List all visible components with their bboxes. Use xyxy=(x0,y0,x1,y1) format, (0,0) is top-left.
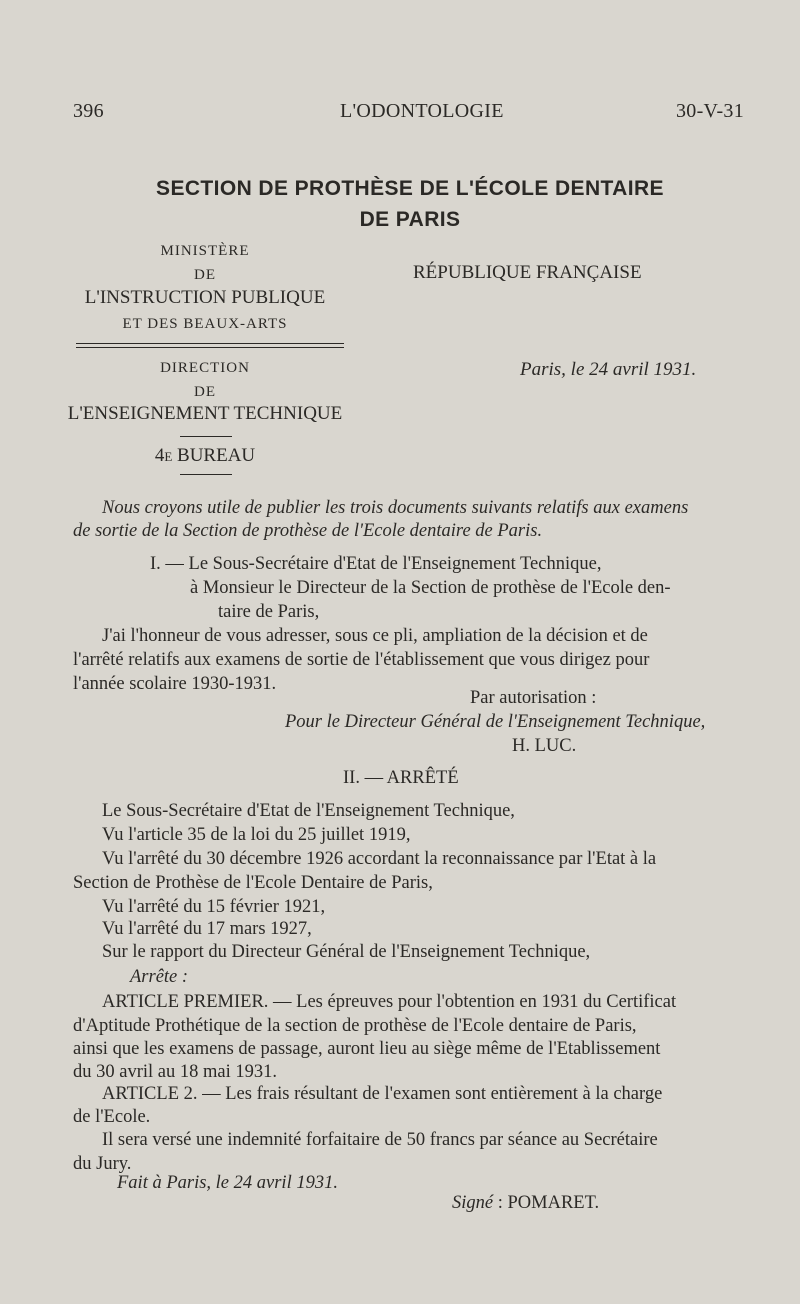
letter-line1: I. — Le Sous-Secrétaire d'Etat de l'Enseignement Technique, xyxy=(150,554,602,574)
article1-line1 xyxy=(102,990,676,1014)
article1-label: ARTICLE PREMIER. xyxy=(102,992,269,1012)
letter-body3: l'année scolaire 1930-1931. xyxy=(73,674,277,694)
article1-line2: d'Aptitude Prothétique de la section de prothèse de l'Ecole dentaire de Paris, xyxy=(73,1016,637,1036)
arrete-word: Arrête : xyxy=(130,967,189,987)
ministry-line2: DE xyxy=(194,267,216,283)
letter-body1: J'ai l'honneur de vous adresser, sous ce pli, ampliation de la décision et de xyxy=(102,626,648,646)
article2-line1 xyxy=(102,1082,662,1106)
intro-line1: Nous croyons utile de publier les trois documents suivants relatifs aux examens xyxy=(102,498,689,518)
direction-line3: L'ENSEIGNEMENT TECHNIQUE xyxy=(67,403,343,424)
indemnity-line2: du Jury. xyxy=(73,1154,132,1174)
short-rule xyxy=(180,436,232,437)
article1-text: — Les épreuves pour l'obtention en 1931 du Certificat xyxy=(268,992,677,1012)
bureau-label: 4e BUREAU xyxy=(154,445,256,466)
arrete-line5: Vu l'arrêté du 15 février 1921, xyxy=(102,897,326,917)
for-director: Pour le Directeur Général de l'Enseignement Technique, xyxy=(285,712,706,732)
page-number: 396 xyxy=(73,100,104,122)
article1-line3: ainsi que les examens de passage, auront lieu au siège même de l'Etablissement xyxy=(73,1039,661,1059)
done-at: Fait à Paris, le 24 avril 1931. xyxy=(117,1173,338,1193)
place-date: Paris, le 24 avril 1931. xyxy=(520,359,697,380)
intro-line2: de sortie de la Section de prothèse de l'Ecole dentaire de Paris. xyxy=(73,521,543,541)
short-rule xyxy=(180,474,232,475)
issue-date: 30-V-31 xyxy=(676,100,745,122)
double-rule xyxy=(76,343,344,348)
arrete-line7: Sur le rapport du Directeur Général de l'Enseignement Technique, xyxy=(102,942,591,962)
section-title-line2: DE PARIS xyxy=(359,208,461,231)
arrete-heading: II. — ARRÊTÉ xyxy=(343,768,459,788)
journal-name: L'ODONTOLOGIE xyxy=(340,100,504,122)
signed-name: : POMARET. xyxy=(493,1193,600,1213)
letter-body2: l'arrêté relatifs aux examens de sortie de l'établissement que vous dirigez pour xyxy=(73,650,650,670)
arrete-line4: Section de Prothèse de l'Ecole Dentaire de Paris, xyxy=(73,873,433,893)
ministry-line1: MINISTÈRE xyxy=(160,243,250,259)
article2-line2: de l'Ecole. xyxy=(73,1107,151,1127)
signatory: H. LUC. xyxy=(512,736,577,756)
arrete-line1: Le Sous-Secrétaire d'Etat de l'Enseignement Technique, xyxy=(102,801,515,821)
article1-line4: du 30 avril au 18 mai 1931. xyxy=(73,1062,277,1082)
letter-line2: à Monsieur le Directeur de la Section de prothèse de l'Ecole den- xyxy=(190,578,671,598)
arrete-line3: Vu l'arrêté du 30 décembre 1926 accordant la reconnaissance par l'Etat à la xyxy=(102,849,657,869)
letter-line3: taire de Paris, xyxy=(218,602,320,622)
indemnity-line1: Il sera versé une indemnité forfaitaire de 50 francs par séance au Secrétaire xyxy=(102,1130,658,1150)
arrete-line2: Vu l'article 35 de la loi du 25 juillet 1919, xyxy=(102,825,411,845)
direction-line2: DE xyxy=(194,384,216,400)
article2-label: ARTICLE 2. xyxy=(102,1084,198,1104)
section-title-line1: SECTION DE PROTHÈSE DE L'ÉCOLE DENTAIRE xyxy=(156,177,664,200)
signed-label: Signé xyxy=(452,1193,494,1213)
ministry-line4: ET DES BEAUX-ARTS xyxy=(122,316,288,332)
ministry-line3: L'INSTRUCTION PUBLIQUE xyxy=(84,287,326,308)
republic-heading: RÉPUBLIQUE FRANÇAISE xyxy=(413,262,642,283)
article2-text: — Les frais résultant de l'examen sont entièrement à la charge xyxy=(197,1084,663,1104)
authorization: Par autorisation : xyxy=(470,688,597,708)
signature-line xyxy=(452,1191,599,1215)
arrete-line6: Vu l'arrêté du 17 mars 1927, xyxy=(102,919,312,939)
direction-line1: DIRECTION xyxy=(160,360,250,376)
